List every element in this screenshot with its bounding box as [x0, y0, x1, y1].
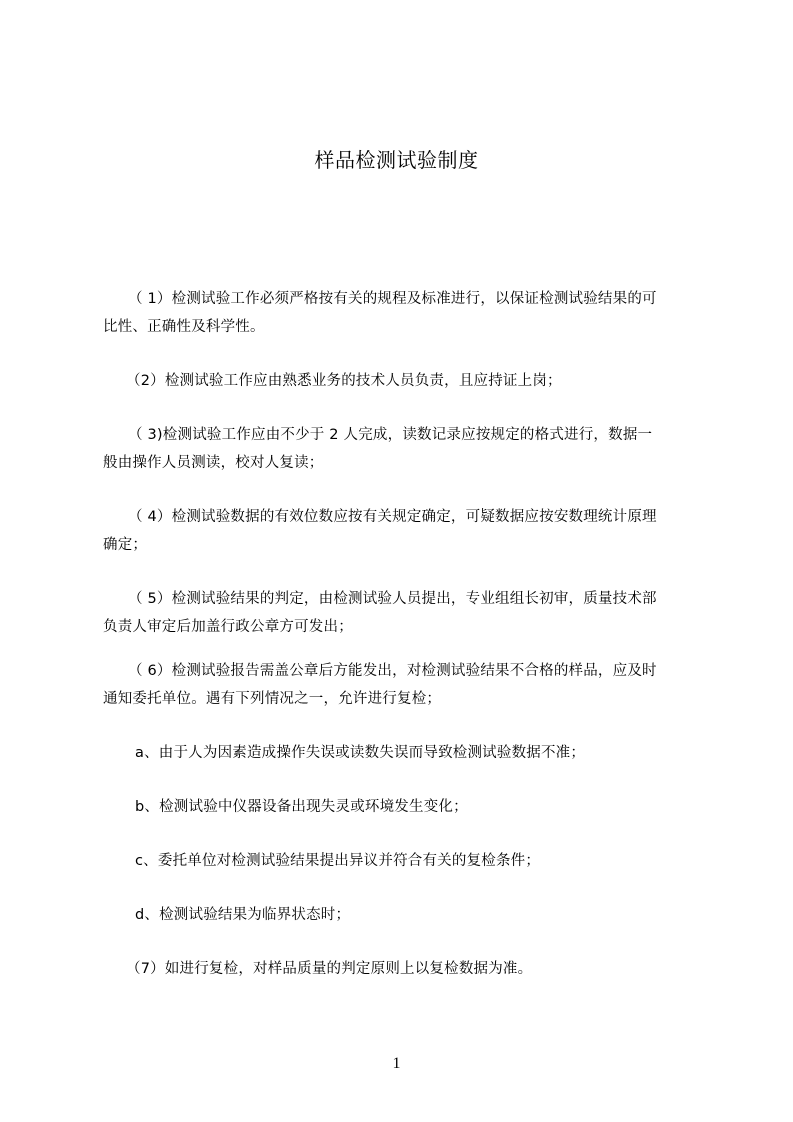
paragraph-item-a: a、由于人为因素造成操作失误或读数失误而导致检测试验数据不准；	[135, 745, 586, 761]
paragraph-1-line-2: 比性、正确性及科学性。	[103, 319, 265, 335]
paragraph-5-line-2: 负责人审定后加盖行政公章方可发出；	[103, 619, 353, 635]
paragraph-7-line-1: （7）如进行复检，对样品质量的判定原则上以复检数据为准。	[126, 961, 533, 977]
paragraph-3-line-2: 般由操作人员测读，校对人复读；	[103, 455, 324, 471]
paragraph-1-line-1: （ 1）检测试验工作必须严格按有关的规程及标准进行，以保证检测试验结果的可	[128, 291, 657, 307]
paragraph-5-line-1: （ 5）检测试验结果的判定，由检测试验人员提出，专业组组长初审，质量技术部	[128, 591, 657, 607]
paragraph-4-line-2: 确定；	[103, 537, 148, 553]
paragraph-3-line-1: （ 3)检测试验工作应由不少于 2 人完成，读数记录应按规定的格式进行，数据一	[128, 427, 653, 443]
paragraph-item-b: b、检测试验中仪器设备出现失灵或环境发生变化；	[135, 799, 468, 815]
paragraph-item-d: d、检测试验结果为临界状态时；	[135, 907, 351, 923]
page-number: 1	[392, 1055, 401, 1072]
paragraph-2-line-1: （2）检测试验工作应由熟悉业务的技术人员负责，且应持证上岗；	[126, 373, 562, 389]
paragraph-6-line-2: 通知委托单位。遇有下列情况之一，允许进行复检；	[103, 691, 442, 707]
paragraph-6-line-1: （ 6）检测试验报告需盖公章后方能发出，对检测试验结果不合格的样品，应及时	[128, 663, 657, 679]
document-title: 样品检测试验制度	[314, 148, 479, 172]
paragraph-item-c: c、委托单位对检测试验结果提出异议并符合有关的复检条件；	[135, 853, 541, 869]
paragraph-4-line-1: （ 4）检测试验数据的有效位数应按有关规定确定，可疑数据应按安数理统计原理	[128, 509, 657, 525]
